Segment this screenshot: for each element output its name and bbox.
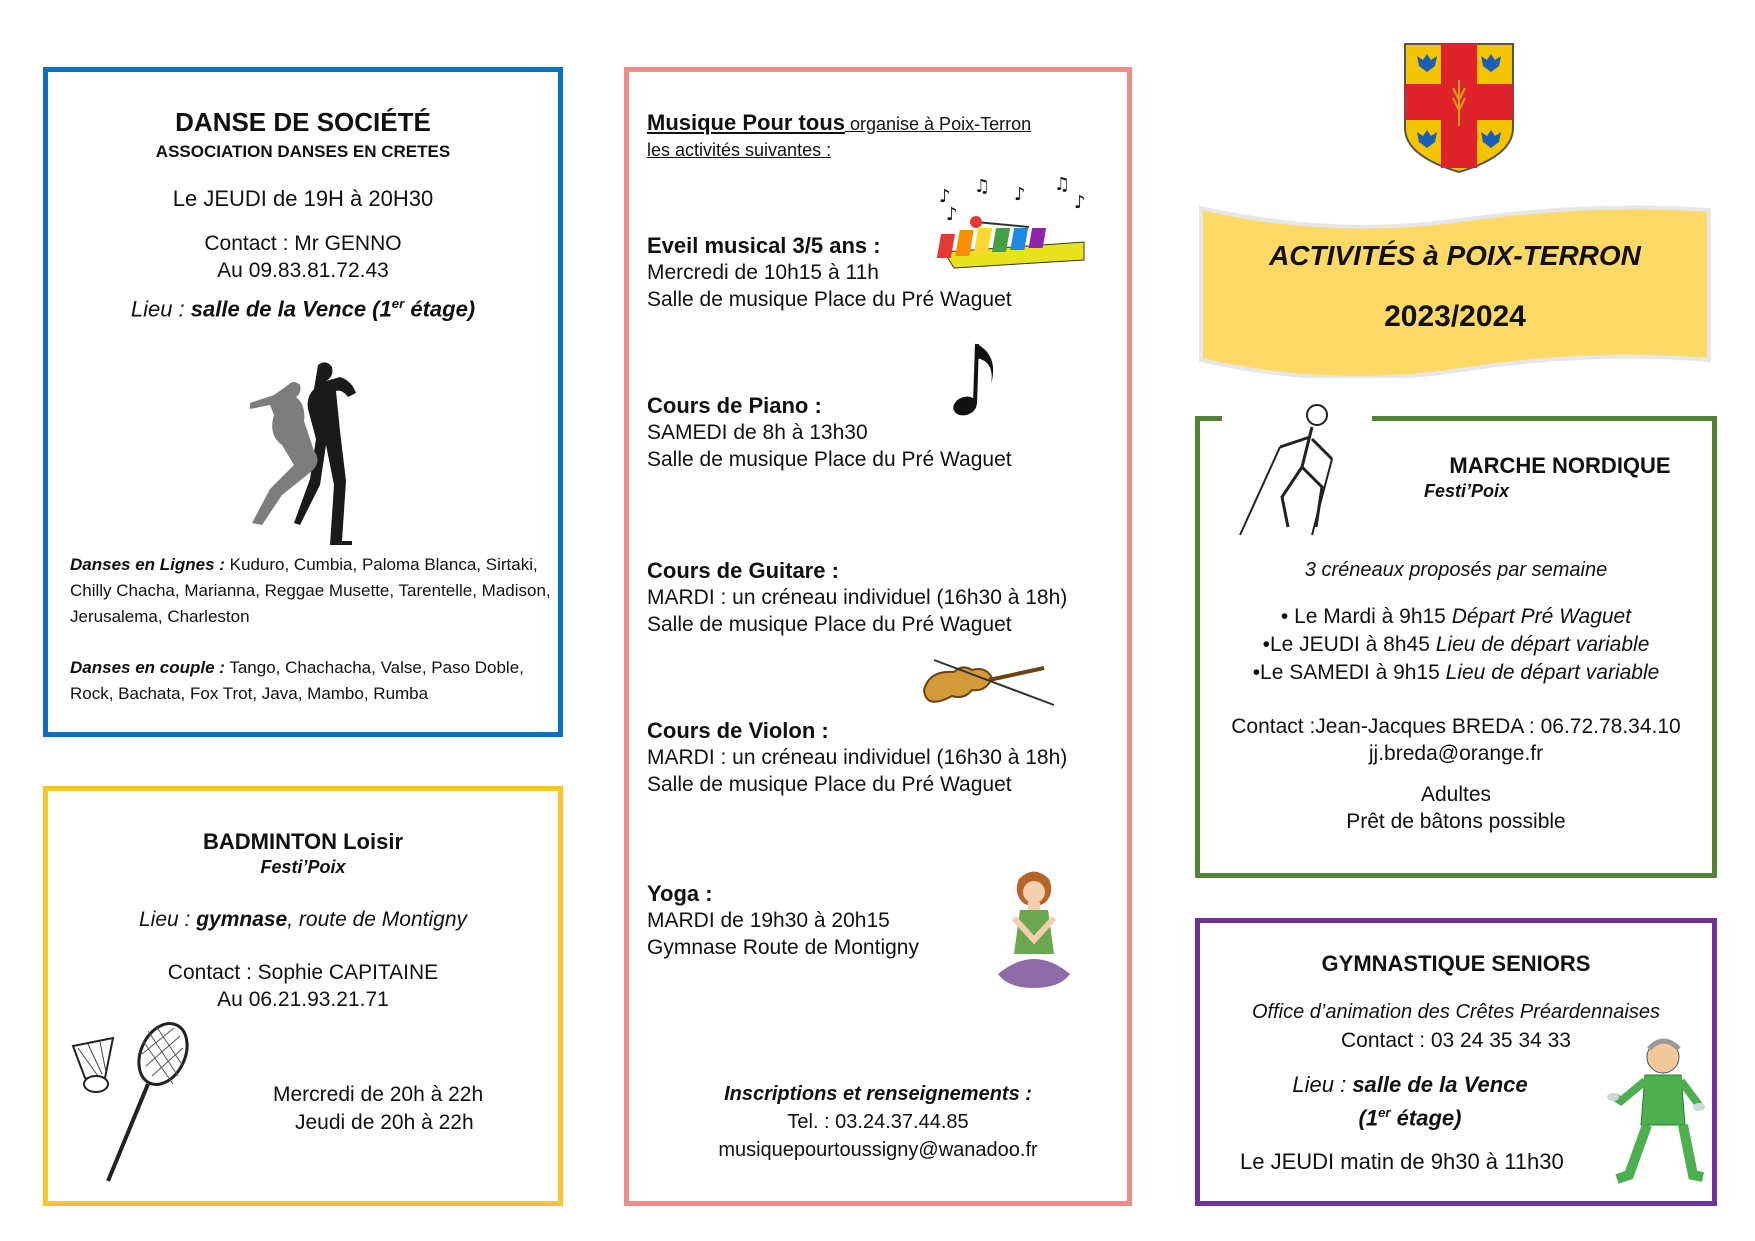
danse-lieu: [48, 296, 558, 322]
activity-line-2: Salle de musique Place du Pré Waguet: [647, 448, 1012, 471]
marche-contact-block: [1200, 713, 1712, 767]
musique-intro-2: les activités suivantes :: [647, 140, 832, 160]
activity-line-1: MARDI : un créneau individuel (16h30 à 18h): [647, 746, 1068, 769]
activity-title: Cours de Guitare :: [647, 558, 839, 583]
slot-day: • Le Mardi à 9h15: [1280, 605, 1452, 628]
musique-activity-eveil: [647, 232, 1012, 313]
marche-panel: [1195, 416, 1717, 878]
badminton-title: BADMINTON Loisir: [202, 829, 404, 854]
musique-email: musiquepourtoussigny@wanadoo.fr: [718, 1139, 1038, 1161]
activity-line-2: Salle de musique Place du Pré Waguet: [647, 613, 1012, 636]
activity-line-2: Salle de musique Place du Pré Waguet: [647, 288, 1012, 311]
danse-lieu-sup: er: [391, 296, 405, 311]
danses-lignes-text: Kuduro, Cumbia, Paloma Blanca, Sirtaki, Chilly Chacha, Marianna, Reggae Musette, Tarentelle, Madison, Jerusalema, Charleston: [70, 555, 551, 626]
danses-lignes-label: Danses en Lignes :: [70, 555, 225, 574]
gym-org: Office d’animation des Crêtes Préardennaises: [1252, 1001, 1660, 1023]
marche-slot: [1200, 631, 1712, 659]
gym-lieu-label: Lieu :: [1292, 1072, 1353, 1097]
violin-icon: [914, 650, 1059, 720]
marche-public: Adultes: [1420, 783, 1492, 806]
activity-line-1: Mercredi de 10h15 à 11h: [647, 261, 879, 284]
marche-slot: [1200, 603, 1712, 631]
activity-title: Cours de Violon :: [647, 718, 829, 743]
musique-activity-piano: [647, 392, 1012, 473]
danse-lieu-end: étage): [404, 296, 476, 322]
marche-org: Festi’Poix: [1424, 481, 1510, 501]
badminton-lieu-rest: , route de Montigny: [287, 908, 468, 931]
gym-lieu2-a: (1: [1358, 1105, 1379, 1131]
musique-org: Musique Pour tous: [647, 110, 845, 135]
marche-slots: [1200, 603, 1712, 687]
danses-lignes: [70, 552, 560, 630]
svg-text:♫: ♫: [974, 176, 991, 197]
svg-text:♫: ♫: [1054, 174, 1071, 195]
svg-text:♪: ♪: [1014, 184, 1026, 205]
musique-activity-guitare: [647, 557, 1067, 638]
banner-ribbon: [1195, 198, 1715, 378]
marche-creneaux: 3 créneaux proposés par semaine: [1304, 559, 1608, 581]
yoga-icon: [984, 864, 1084, 1009]
musique-activity-yoga: [647, 880, 919, 961]
badminton-lieu-name: gymnase: [196, 908, 288, 931]
musique-tel: Tel. : 03.24.37.44.85: [787, 1111, 969, 1133]
badminton-panel: [43, 786, 563, 1206]
activity-title: Cours de Piano :: [647, 393, 822, 418]
gym-panel: [1195, 918, 1717, 1206]
dancers-icon: [248, 355, 388, 545]
marche-batons: Prêt de bâtons possible: [1346, 810, 1566, 833]
slot-place: Lieu de départ variable: [1435, 633, 1650, 656]
danse-phone: Au 09.83.81.72.43: [217, 259, 389, 282]
badminton-slot-2: Jeudi de 20h à 22h: [295, 1111, 474, 1134]
danse-panel: [43, 67, 563, 737]
slot-place: Départ Pré Waguet: [1451, 605, 1632, 628]
marche-slot: [1200, 659, 1712, 687]
marche-email: jj.breda@orange.fr: [1368, 742, 1544, 765]
nordic-walker-icon: [1222, 395, 1372, 545]
svg-text:♪: ♪: [939, 186, 951, 207]
activity-line-1: MARDI : un créneau individuel (16h30 à 18h): [647, 586, 1068, 609]
danse-lieu-name: salle de la Vence (1: [190, 296, 392, 322]
gym-lieu-name: salle de la Vence: [1352, 1072, 1528, 1097]
danse-schedule: Le JEUDI de 19H à 20H30: [172, 186, 434, 211]
gym-lieu2-sup: er: [1378, 1105, 1391, 1120]
danse-title: DANSE DE SOCIÉTÉ: [175, 107, 431, 137]
badminton-racket-icon: [68, 1016, 198, 1186]
gym-title: GYMNASTIQUE SENIORS: [1321, 951, 1591, 976]
marche-contact: Contact :Jean-Jacques BREDA : 06.72.78.34.10: [1231, 715, 1681, 738]
danses-couple: [70, 655, 560, 707]
musique-panel: [624, 67, 1132, 1206]
musique-activity-violon: [647, 717, 1067, 798]
banner-year: 2023/2024: [1384, 300, 1526, 333]
badminton-slot-1: Mercredi de 20h à 22h: [273, 1083, 484, 1106]
badminton-phone: Au 06.21.93.21.71: [217, 988, 389, 1011]
inscriptions-label: Inscriptions et renseignements :: [724, 1083, 1032, 1105]
danses-couple-text: Tango, Chachacha, Valse, Paso Doble, Rock, Bachata, Fox Trot, Java, Mambo, Rumba: [70, 658, 524, 703]
danses-couple-label: Danses en couple :: [70, 658, 225, 677]
danse-association: ASSOCIATION DANSES EN CRETES: [155, 142, 451, 161]
musique-intro: [647, 110, 1117, 163]
marche-title: MARCHE NORDIQUE: [1449, 453, 1671, 478]
badminton-lieu: [48, 908, 558, 932]
banner-title: ACTIVITÉS à POIX-TERRON: [1269, 240, 1641, 271]
marche-info: [1200, 781, 1712, 835]
slot-place: Lieu de départ variable: [1445, 661, 1660, 684]
danse-lieu-label: Lieu :: [130, 296, 191, 322]
activity-line-2: Gymnase Route de Montigny: [647, 936, 919, 959]
activity-title: Eveil musical 3/5 ans :: [647, 233, 881, 258]
musique-intro-1: organise à Poix-Terron: [845, 114, 1032, 134]
badminton-lieu-label: Lieu :: [138, 908, 197, 931]
danse-contact: Contact : Mr GENNO: [204, 232, 402, 255]
gym-lieu2-b: étage): [1390, 1105, 1462, 1131]
activity-line-2: Salle de musique Place du Pré Waguet: [647, 773, 1012, 796]
senior-gymnast-icon: [1605, 1035, 1705, 1195]
badminton-org: Festi’Poix: [260, 857, 346, 877]
badminton-contact: Contact : Sophie CAPITAINE: [167, 961, 439, 984]
musique-contact: [629, 1080, 1127, 1164]
coat-of-arms-icon: [1401, 40, 1517, 176]
activity-title: Yoga :: [647, 881, 713, 906]
svg-text:♪: ♪: [1074, 192, 1086, 213]
gym-contact: Contact : 03 24 35 34 33: [1340, 1029, 1571, 1052]
gym-lieu: [1200, 1071, 1620, 1132]
activity-line-1: SAMEDI de 8h à 13h30: [647, 421, 868, 444]
svg-text:♪: ♪: [946, 204, 958, 225]
slot-day: •Le JEUDI à 8h45: [1262, 633, 1436, 656]
gym-schedule: Le JEUDI matin de 9h30 à 11h30: [1240, 1149, 1564, 1174]
slot-day: •Le SAMEDI à 9h15: [1252, 661, 1446, 684]
activity-line-1: MARDI de 19h30 à 20h15: [647, 909, 890, 932]
